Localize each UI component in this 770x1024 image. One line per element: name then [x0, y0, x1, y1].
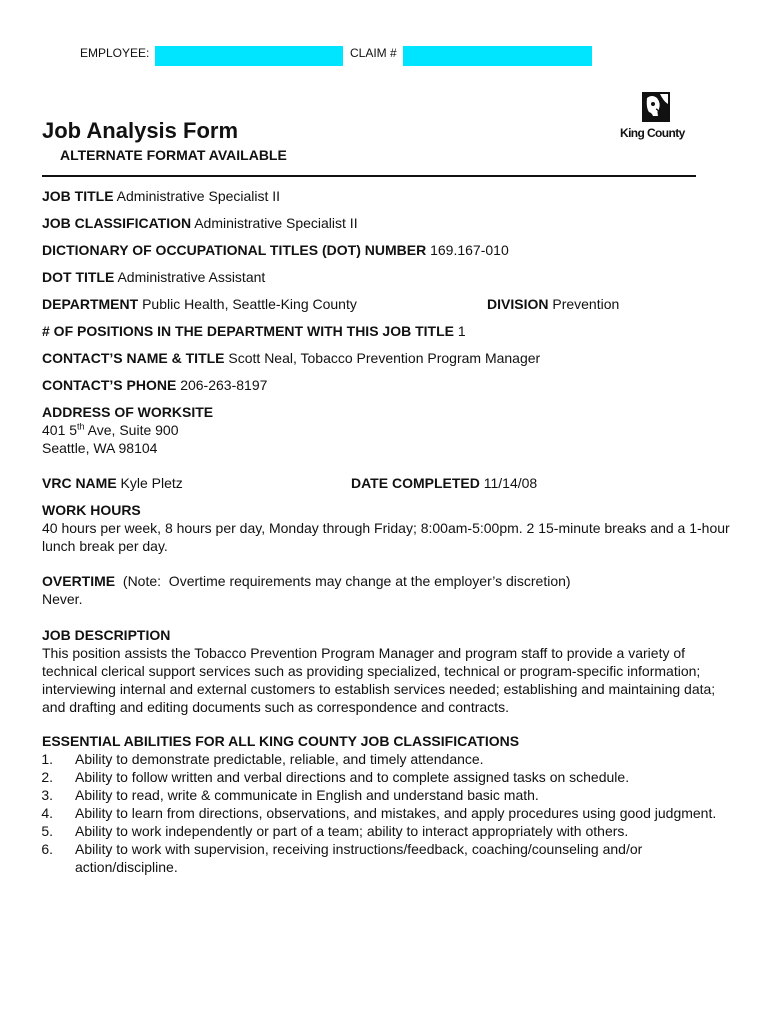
positions-value: 1	[453, 323, 466, 339]
vrc-name-row	[42, 475, 183, 492]
division-value: Prevention	[548, 296, 620, 312]
division-row	[487, 296, 619, 313]
address-label: ADDRESS OF WORKSITE	[42, 404, 214, 420]
job-classification-label: JOB CLASSIFICATION	[42, 215, 192, 231]
list-item	[42, 804, 742, 822]
list-item	[42, 822, 742, 840]
job-description-section	[42, 626, 742, 716]
list-item-text: Ability to read, write & communicate in English and understand basic math.	[75, 787, 539, 803]
logo-text: King County	[620, 126, 685, 140]
address-street-number: 401 5	[42, 422, 78, 438]
list-item	[42, 786, 742, 804]
job-classification-row	[42, 215, 358, 232]
list-item-text: Ability to learn from directions, observations, and mistakes, and apply procedures using good judgment.	[75, 805, 717, 821]
overtime-text: Never.	[42, 591, 83, 607]
contact-name-label: CONTACT’S NAME & TITLE	[42, 350, 225, 366]
dot-number-label: DICTIONARY OF OCCUPATIONAL TITLES (DOT) NUMBER	[42, 242, 427, 258]
alternate-format-notice: ALTERNATE FORMAT AVAILABLE	[60, 147, 287, 163]
employee-label: EMPLOYEE:	[80, 46, 150, 60]
overtime-section	[42, 572, 742, 608]
dot-number-value: 169.167-010	[426, 242, 509, 258]
department-row	[42, 296, 357, 313]
date-completed-label: DATE COMPLETED	[351, 475, 480, 491]
list-item-number: 1.	[41, 751, 53, 767]
list-item-text: Ability to follow written and verbal directions and to complete assigned tasks on schedule.	[75, 769, 630, 785]
list-item	[42, 840, 742, 876]
dot-title-value: Administrative Assistant	[114, 269, 266, 285]
work-hours-text: 40 hours per week, 8 hours per day, Monday through Friday; 8:00am-5:00pm. 2 15-minute breaks and a 1-hour lunch break per day.	[42, 520, 730, 554]
king-county-logo	[620, 92, 692, 144]
overtime-note: (Note: Overtime requirements may change at the employer’s discretion)	[115, 573, 571, 589]
dot-title-row	[42, 269, 265, 286]
dot-number-row	[42, 242, 509, 259]
list-item-text: Ability to work independently or part of a team; ability to interact appropriately with others.	[75, 823, 629, 839]
list-item-number: 2.	[41, 769, 53, 785]
list-item-text: Ability to demonstrate predictable, reliable, and timely attendance.	[75, 751, 484, 767]
claim-field[interactable]	[403, 46, 592, 66]
list-item-number: 6.	[41, 841, 53, 857]
list-item	[42, 750, 742, 768]
job-description-text: This position assists the Tobacco Prevention Program Manager and program staff to provide a variety of technical clerical support services such as providing specialized, technical or program-specific information; interviewing internal and external customers to establish services needed; establishing and maintaining data; and drafting and editing documents such as correspondence and contracts.	[42, 645, 716, 715]
job-description-label: JOB DESCRIPTION	[42, 627, 171, 643]
work-hours-label: WORK HOURS	[42, 502, 141, 518]
job-title-label: JOB TITLE	[42, 188, 114, 204]
date-completed-value: 11/14/08	[479, 475, 538, 491]
list-item-number: 5.	[41, 823, 53, 839]
contact-name-row	[42, 350, 540, 367]
employee-field[interactable]	[155, 46, 343, 66]
overtime-heading	[42, 572, 742, 590]
contact-phone-row	[42, 377, 267, 394]
list-item-number: 3.	[41, 787, 53, 803]
contact-phone-label: CONTACT’S PHONE	[42, 377, 177, 393]
work-hours-section	[42, 501, 742, 555]
date-completed-row	[351, 475, 537, 492]
job-title-value: Administrative Specialist II	[113, 188, 281, 204]
positions-label: # OF POSITIONS IN THE DEPARTMENT WITH THIS JOB TITLE	[42, 323, 454, 339]
claim-label: CLAIM #	[350, 46, 397, 60]
contact-name-value: Scott Neal, Tobacco Prevention Program Manager	[224, 350, 541, 366]
address-line-1	[42, 421, 742, 439]
essential-abilities-list	[42, 750, 742, 876]
positions-row	[42, 323, 466, 340]
list-item	[42, 768, 742, 786]
job-title-row	[42, 188, 280, 205]
list-item-number: 4.	[41, 805, 53, 821]
address-line-2: Seattle, WA 98104	[42, 440, 158, 456]
form-title: Job Analysis Form	[42, 118, 239, 143]
address-ordinal-suffix: th	[77, 421, 85, 432]
list-item-text: Ability to work with supervision, receiving instructions/feedback, coaching/counseling and/or action/discipline.	[75, 841, 643, 875]
address-block	[42, 403, 742, 457]
vrc-name-label: VRC NAME	[42, 475, 117, 491]
vrc-name-value: Kyle Pletz	[116, 475, 183, 491]
dot-title-label: DOT TITLE	[42, 269, 115, 285]
job-classification-value: Administrative Specialist II	[191, 215, 358, 231]
essential-abilities-heading: ESSENTIAL ABILITIES FOR ALL KING COUNTY JOB CLASSIFICATIONS	[42, 733, 520, 749]
contact-phone-value: 206-263-8197	[176, 377, 268, 393]
department-value: Public Health, Seattle-King County	[138, 296, 357, 312]
division-label: DIVISION	[487, 296, 549, 312]
department-label: DEPARTMENT	[42, 296, 139, 312]
address-street-rest: Ave, Suite 900	[84, 422, 179, 438]
overtime-label: OVERTIME	[42, 573, 116, 589]
title-divider	[42, 175, 696, 177]
